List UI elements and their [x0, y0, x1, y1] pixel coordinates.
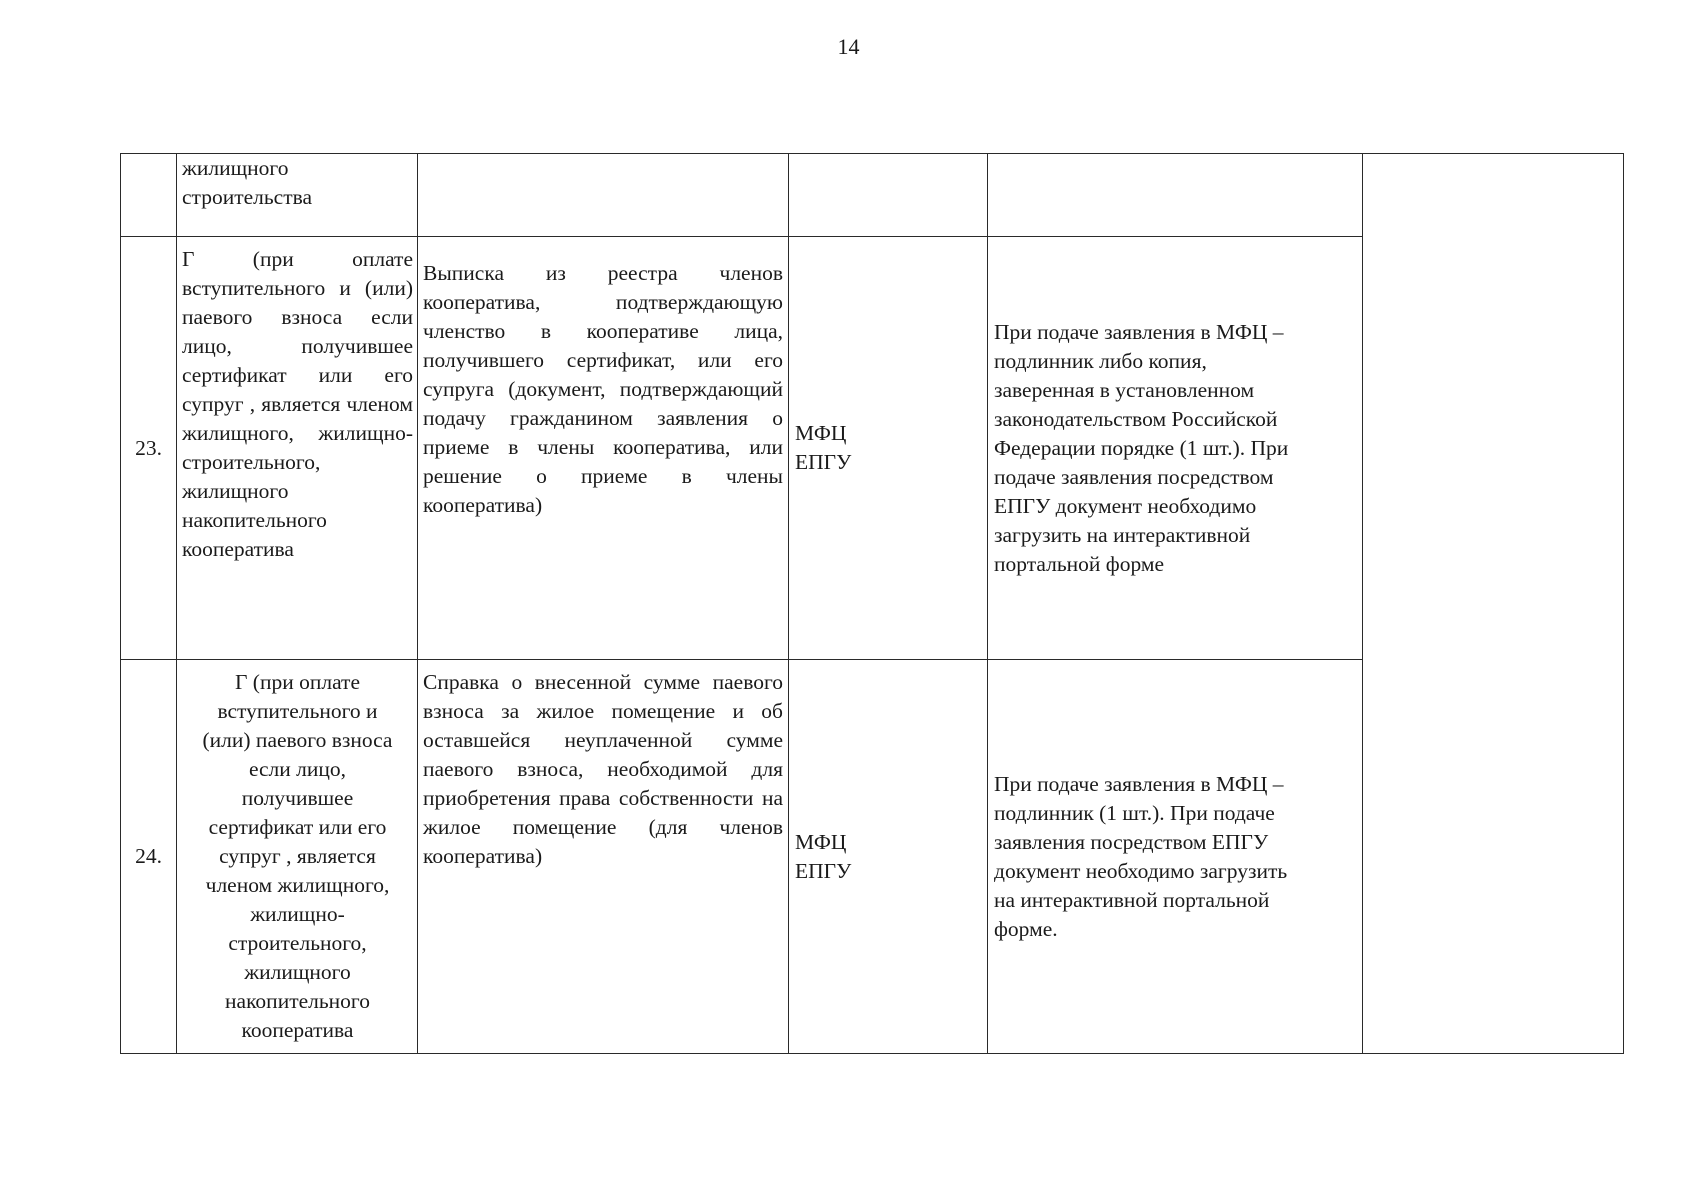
document-cell: Выписка из реестра членов кооператива, подтверждающую членство в кооперативе лица, получившего сертификат, или его супруга (документ, подтверждающий подачу гражданином заявления о приеме в члены кооператива, или решение о приеме в члены кооператива) — [418, 237, 789, 660]
category-cell: жилищного строительства — [177, 154, 418, 237]
document-cell: Справка о внесенной сумме паевого взноса за жилое помещение и об оставшейся неуплаченной сумме паевого взноса, необходимой для приобретения права собственности на жилое помещение (для членов кооператива) — [418, 660, 789, 1054]
category-cell: Г (при оплате вступительного и (или) паевого взноса если лицо, получившее сертификат или его супруг , является членом жилищного, жилищно- строительного, жилищного накопительного кооператива — [177, 660, 418, 1054]
note-cell: При подаче заявления в МФЦ – подлинник (1 шт.). При подаче заявления посредством ЕПГУ документ необходимо загрузить на интерактивной портальной форме. — [988, 660, 1363, 1054]
empty-column-cell — [1363, 154, 1624, 1054]
documents-table — [120, 153, 1624, 1054]
table-row-continuation — [121, 154, 1624, 237]
submission-channel-cell: МФЦ ЕПГУ — [789, 237, 988, 660]
submission-channel-cell — [789, 154, 988, 237]
category-cell: Г (при оплате вступительного и (или) паевого взноса если лицо, получившее сертификат или его супруг , является членом жилищного, жилищно-строительного, жилищного накопительного кооператива — [177, 237, 418, 660]
row-number-cell — [121, 154, 177, 237]
note-cell: При подаче заявления в МФЦ – подлинник либо копия, заверенная в установленном законодательством Российской Федерации порядке (1 шт.). При подаче заявления посредством ЕПГУ документ необходимо загрузить на интерактивной портальной форме — [988, 237, 1363, 660]
submission-channel-cell: МФЦ ЕПГУ — [789, 660, 988, 1054]
note-cell — [988, 154, 1363, 237]
row-number-cell: 23. — [121, 237, 177, 660]
row-number-cell: 24. — [121, 660, 177, 1054]
page-number: 14 — [837, 34, 860, 59]
document-cell — [418, 154, 789, 237]
documents-table-wrapper — [120, 153, 1624, 1054]
